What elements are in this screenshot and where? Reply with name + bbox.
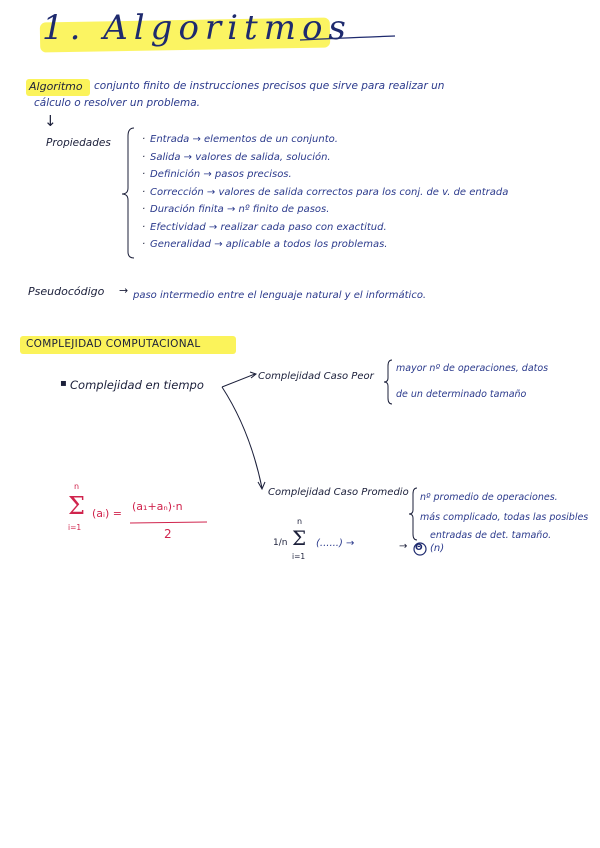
caso-peor-line2: de un determinado tamaño (396, 389, 527, 400)
bullet-icon: · (142, 221, 146, 233)
promedio-sigma-lower: i=1 (292, 552, 306, 561)
promedio-sigma-upper: n (297, 517, 303, 526)
theta-icon: Θ (415, 543, 423, 553)
propiedad-item: · Efectividad → realizar cada paso con exactitud. (142, 221, 387, 233)
propiedades-label: Propiedades (46, 137, 111, 149)
pseudocodigo-term: Pseudocódigo (28, 285, 105, 298)
caso-promedio-line1: nº promedio de operaciones. (420, 492, 558, 503)
pseudocodigo-desc: paso intermedio entre el lenguaje natural y el informático. (133, 290, 427, 301)
caso-peor-label: Complejidad Caso Peor (258, 371, 374, 382)
caso-promedio-line3: entradas de det. tamaño. (430, 530, 552, 541)
promedio-body: (......) → (316, 538, 355, 549)
sum-term: (aᵢ) = (92, 507, 123, 520)
complejidad-tiempo: Complejidad en tiempo (70, 378, 204, 392)
right-arrow-icon: → (119, 284, 129, 297)
propiedades-list (142, 134, 508, 257)
complejidad-heading: COMPLEJIDAD COMPUTACIONAL (26, 338, 201, 350)
sum-denominator: 2 (164, 527, 172, 541)
propiedad-item: · Salida → valores de salida, solución. (142, 151, 331, 163)
algoritmo-def-line1: conjunto finito de instrucciones precisos que sirve para realizar un (94, 80, 445, 92)
propiedad-item: · Generalidad → aplicable a todos los problemas. (142, 239, 388, 250)
sum-upper: n (74, 482, 80, 491)
promedio-result: (n) (430, 543, 445, 554)
promedio-sigma-icon: Σ (292, 526, 307, 550)
promedio-frac: 1/n (273, 538, 288, 548)
bullet-icon: · (142, 151, 146, 163)
caso-peor-line1: mayor nº de operaciones, datos (396, 363, 549, 374)
caso-promedio-label: Complejidad Caso Promedio (268, 487, 409, 498)
down-arrow-icon: ↓ (44, 112, 57, 130)
page-title: 1. Algoritmos (42, 8, 352, 48)
bullet-icon: · (142, 186, 146, 198)
propiedad-item: · Entrada → elementos de un conjunto. (142, 134, 338, 145)
caso-promedio-line2: más complicado, todas las posibles (420, 512, 589, 523)
algoritmo-def-line2: cálculo o resolver un problema. (34, 97, 201, 109)
propiedad-item: · Duración finita → nº finito de pasos. (142, 204, 330, 215)
propiedad-item: · Definición → pasos precisos. (142, 169, 292, 180)
bullet-square-icon: ▪ (60, 378, 67, 389)
result-arrow-icon: → (399, 541, 408, 552)
bullet-icon: · (142, 239, 146, 250)
bullet-icon: · (142, 204, 146, 215)
bullet-icon: · (142, 169, 146, 180)
sum-numerator: (a₁+aₙ)·n (132, 500, 183, 513)
sum-lower: i=1 (68, 523, 82, 532)
sum-sigma-icon: Σ (68, 492, 85, 520)
algoritmo-term: Algoritmo (29, 80, 83, 93)
bullet-icon: · (142, 134, 146, 145)
propiedad-item: · Corrección → valores de salida correctos para los conj. de v. de entrada (142, 186, 509, 198)
